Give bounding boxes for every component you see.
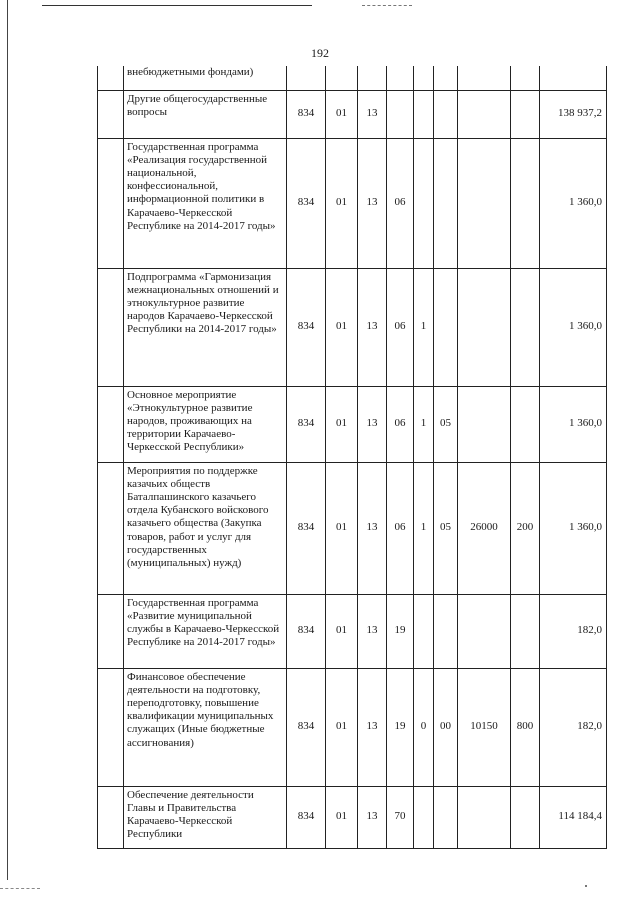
event-code: 05 <box>434 386 458 462</box>
subprogram-code: 1 <box>414 268 434 386</box>
direction-code <box>458 90 511 138</box>
ministry-code: 834 <box>287 268 326 386</box>
expense-type-code <box>511 786 540 848</box>
amount: 1 360,0 <box>540 386 607 462</box>
direction-code: 10150 <box>458 668 511 786</box>
empty-cell <box>98 386 124 462</box>
subsection-code: 13 <box>358 462 387 594</box>
empty-cell <box>98 138 124 268</box>
program-code: 19 <box>387 594 414 668</box>
direction-code <box>458 66 511 90</box>
subsection-code: 13 <box>358 668 387 786</box>
section-code: 01 <box>326 786 358 848</box>
event-code <box>434 66 458 90</box>
program-code: 70 <box>387 786 414 848</box>
section-code: 01 <box>326 386 358 462</box>
subsection-code: 13 <box>358 386 387 462</box>
subsection-code: 13 <box>358 594 387 668</box>
program-code <box>387 90 414 138</box>
ministry-code: 834 <box>287 138 326 268</box>
section-code: 01 <box>326 268 358 386</box>
amount: 1 360,0 <box>540 138 607 268</box>
row-name: Финансовое обеспечение деятельности на подготовку, переподготовку, повышение квалификации муниципальных служащих (Иные бюджетные ассигнования) <box>124 668 287 786</box>
empty-cell <box>98 90 124 138</box>
expense-type-code <box>511 66 540 90</box>
event-code <box>434 90 458 138</box>
ministry-code: 834 <box>287 386 326 462</box>
page-number: 192 <box>311 46 329 60</box>
row-name: Мероприятия по поддержке казачьих обществ Баталпашинского казачьего отдела Кубанского войскового казачьего общества (Закупка товаров, работ и услуг для государственных (муниципальных) нужд) <box>124 462 287 594</box>
subsection-code: 13 <box>358 268 387 386</box>
subsection-code: 13 <box>358 786 387 848</box>
scan-top-dash <box>362 5 412 6</box>
scan-bottom-mark <box>0 888 40 889</box>
event-code <box>434 594 458 668</box>
expense-type-code: 200 <box>511 462 540 594</box>
expense-type-code <box>511 594 540 668</box>
ministry-code: 834 <box>287 594 326 668</box>
table-row <box>98 462 607 594</box>
direction-code <box>458 386 511 462</box>
subprogram-code <box>414 90 434 138</box>
direction-code <box>458 138 511 268</box>
subprogram-code <box>414 66 434 90</box>
direction-code <box>458 594 511 668</box>
event-code <box>434 268 458 386</box>
table-row <box>98 386 607 462</box>
amount: 1 360,0 <box>540 268 607 386</box>
ministry-code: 834 <box>287 786 326 848</box>
empty-cell <box>98 668 124 786</box>
subprogram-code <box>414 594 434 668</box>
subprogram-code: 1 <box>414 462 434 594</box>
table-row <box>98 138 607 268</box>
scan-speck <box>585 885 587 887</box>
amount: 1 360,0 <box>540 462 607 594</box>
program-code: 06 <box>387 386 414 462</box>
empty-cell <box>98 268 124 386</box>
event-code <box>434 786 458 848</box>
empty-cell <box>98 462 124 594</box>
program-code: 06 <box>387 138 414 268</box>
empty-cell <box>98 66 124 90</box>
row-name: Обеспечение деятельности Главы и Правительства Карачаево-Черкесской Республики <box>124 786 287 848</box>
event-code: 05 <box>434 462 458 594</box>
budget-table <box>97 66 607 849</box>
row-name: Подпрограмма «Гармонизация межнациональных отношений и этнокультурное развитие народов Карачаево-Черкесской Республики на 2014-2017 годы» <box>124 268 287 386</box>
scan-left-edge <box>7 0 8 880</box>
expense-type-code <box>511 90 540 138</box>
empty-cell <box>98 594 124 668</box>
expense-type-code <box>511 268 540 386</box>
table-row <box>98 268 607 386</box>
table-row <box>98 668 607 786</box>
amount: 182,0 <box>540 594 607 668</box>
section-code: 01 <box>326 138 358 268</box>
program-code: 19 <box>387 668 414 786</box>
subprogram-code <box>414 786 434 848</box>
row-name: внебюджетными фондами) <box>124 66 287 90</box>
table-row <box>98 66 607 90</box>
ministry-code: 834 <box>287 668 326 786</box>
subprogram-code: 1 <box>414 386 434 462</box>
event-code: 00 <box>434 668 458 786</box>
table-row <box>98 786 607 848</box>
amount: 138 937,2 <box>540 90 607 138</box>
program-code <box>387 66 414 90</box>
table-row <box>98 90 607 138</box>
amount: 114 184,4 <box>540 786 607 848</box>
section-code: 01 <box>326 462 358 594</box>
amount: 182,0 <box>540 668 607 786</box>
section-code: 01 <box>326 594 358 668</box>
row-name: Основное мероприятие «Этнокультурное развитие народов, проживающих на территории Карачаево-Черкесской Республики» <box>124 386 287 462</box>
section-code <box>326 66 358 90</box>
subsection-code: 13 <box>358 90 387 138</box>
scan-top-rule <box>42 5 312 6</box>
expense-type-code <box>511 386 540 462</box>
ministry-code: 834 <box>287 90 326 138</box>
ministry-code <box>287 66 326 90</box>
subprogram-code <box>414 138 434 268</box>
program-code: 06 <box>387 462 414 594</box>
row-name: Государственная программа «Развитие муниципальной службы в Карачаево-Черкесской Республике на 2014-2017 годы» <box>124 594 287 668</box>
section-code: 01 <box>326 90 358 138</box>
program-code: 06 <box>387 268 414 386</box>
ministry-code: 834 <box>287 462 326 594</box>
direction-code: 26000 <box>458 462 511 594</box>
empty-cell <box>98 786 124 848</box>
row-name: Другие общегосударственные вопросы <box>124 90 287 138</box>
subsection-code: 13 <box>358 138 387 268</box>
direction-code <box>458 786 511 848</box>
amount <box>540 66 607 90</box>
subsection-code <box>358 66 387 90</box>
table-row <box>98 594 607 668</box>
section-code: 01 <box>326 668 358 786</box>
direction-code <box>458 268 511 386</box>
event-code <box>434 138 458 268</box>
expense-type-code <box>511 138 540 268</box>
expense-type-code: 800 <box>511 668 540 786</box>
row-name: Государственная программа «Реализация государственной национальной, конфессиональной, информационной политики в Карачаево-Черкесской Республике на 2014-2017 годы» <box>124 138 287 268</box>
subprogram-code: 0 <box>414 668 434 786</box>
